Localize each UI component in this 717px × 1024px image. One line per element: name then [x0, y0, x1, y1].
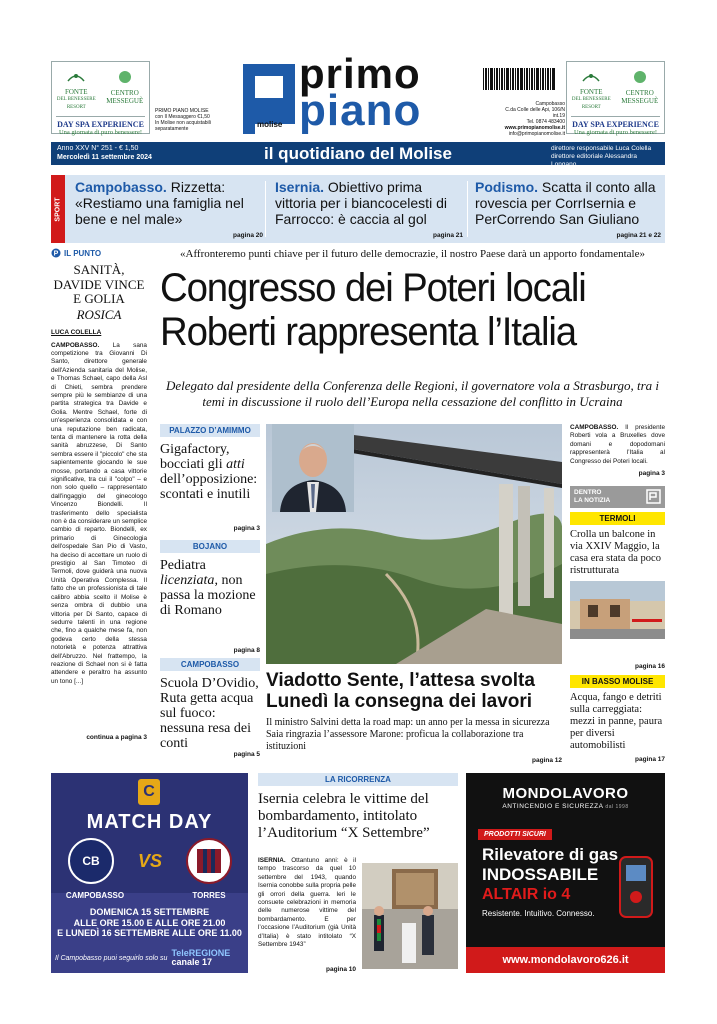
article-gigafactory[interactable] [160, 424, 260, 536]
sport-label-text: SPORT [54, 196, 62, 222]
ad-brand-sub: DEL BENESSERE RESORT [56, 97, 96, 110]
mondolavoro-url-bar: www.mondolavoro626.it [466, 947, 665, 973]
matchday-line: ALLE ORE 15.00 E ALLE ORE 21.00 [73, 917, 226, 928]
section-header: CAMPOBASSO [160, 658, 260, 671]
section-header: BOJANO [160, 540, 260, 553]
team2: TORRES [192, 891, 226, 900]
matchday-schedule [51, 907, 248, 939]
matchday-line: E LUNEDÌ 16 SETTEMBRE ALLE ORE 11.00 [57, 928, 242, 938]
badge-prodotti: PRODOTTI SICURI [478, 829, 552, 840]
punto-body [51, 342, 147, 730]
balcone-photo [570, 581, 665, 639]
sport-place: Podismo. [475, 179, 539, 195]
ml-line3: ALTAIR io 4 [482, 886, 571, 903]
tagline: il quotidiano del Molise [264, 144, 452, 163]
masthead-bar [51, 142, 665, 168]
svg-text:CB: CB [82, 854, 100, 868]
portrait-image [272, 424, 354, 512]
sport-page: pagina 21 e 22 [616, 232, 661, 239]
leaf-icon [66, 71, 86, 83]
logo-word-top: primo [299, 50, 421, 97]
ml-line4: Resistente. Intuitivo. Connesso. [482, 909, 595, 918]
ad-brand2: CENTRO MESSEGUÈ [106, 89, 144, 105]
punto-continue[interactable]: continua a pagina 3 [86, 733, 147, 741]
art-title: Scuola D’Ovidio, Ruta getta acqua sul fuoco: nessuna resa dei conti [160, 676, 259, 751]
punto-author: LUCA COLELLA [51, 328, 102, 336]
ad-fonte-left[interactable] [51, 61, 150, 134]
ad-logos [567, 70, 664, 112]
gas-detector-icon [616, 853, 656, 923]
masthead-logo[interactable] [241, 50, 477, 140]
dentro-item-termoli[interactable] [570, 512, 665, 672]
logo-region: molise [257, 120, 283, 129]
ricorrenza-page: pagina 10 [326, 966, 356, 973]
ad-fonte-right[interactable] [566, 61, 665, 134]
ad-line1: DAY SPA EXPERIENCE [572, 120, 659, 129]
dentro-item-basso-molise[interactable] [570, 675, 665, 763]
sport-item[interactable] [275, 179, 463, 241]
main-subheadline: Delegato dal presidente della Conferenza delle Regioni, il governatore vola a Strasburgo, tra i temi in discussione il ruolo dell’Europa nella cessazione del conflitto in Ucraina [165, 378, 660, 409]
ricorrenza-photo [362, 863, 458, 969]
ceremony-image [362, 863, 458, 969]
sale-line: In Molise non acquistabili [155, 120, 211, 126]
viadotto-photo[interactable] [266, 424, 562, 664]
art-title: , non passa la mozione di Romano [160, 573, 256, 618]
address-line: Tel. 0874 483400 [526, 119, 565, 125]
logo-word-bottom: piano [299, 86, 422, 135]
mondolavoro-since: dal 1998 [605, 804, 629, 810]
mondolavoro-ad[interactable] [466, 773, 665, 973]
sport-place: Isernia. [275, 179, 325, 195]
main-headline[interactable] [160, 266, 645, 354]
side-note[interactable] [570, 424, 665, 477]
address-line: www.primopianomolise.it [504, 125, 565, 131]
address-line: Campobasso [535, 101, 565, 107]
sport-label [51, 175, 65, 243]
address [495, 101, 565, 137]
punto-label-text: IL PUNTO [64, 248, 102, 258]
sale-note [155, 108, 235, 132]
left-articles [160, 424, 260, 762]
punto-lead: CAMPOBASSO. [51, 341, 100, 349]
sport-item[interactable] [475, 179, 661, 241]
side-body: Il presidente Roberti vola a Bruxelles dove domani e dopodomani rappresenterà l’Italia al Congresso dei Poteri locali. [570, 424, 665, 465]
art-page: pagina 8 [233, 647, 260, 654]
punto-title-em: ROSICA [76, 306, 122, 322]
fonte-logo [571, 70, 611, 112]
kicker: «Affronteremo punti chiave per il futuro delle democrazie, il nostro Paese darà un apporto fondamentale» [180, 248, 645, 260]
sport-strip [51, 175, 665, 243]
channel-name: TeleREGIONE [171, 948, 231, 958]
balcone-image [570, 581, 665, 639]
art-title: Pediatra [160, 558, 206, 573]
issue-date: Mercoledì 11 settembre 2024 [57, 154, 152, 161]
headline-line1: Congresso dei Poteri locali [160, 266, 586, 310]
sale-line: con Il Messaggero €1,50 [155, 114, 210, 120]
dentro-la-notizia [570, 486, 665, 764]
sponsor-badge: C [138, 779, 160, 805]
dentro-label: DENTRO [574, 489, 602, 496]
divider [467, 181, 468, 237]
barcode [481, 64, 559, 96]
sport-place: Campobasso. [75, 179, 167, 195]
sale-line: PRIMO PIANO MOLISE [155, 108, 209, 114]
sport-text: Rizzetta: «Restiamo una famiglia nel bene e nel male» [75, 179, 244, 227]
dentro-icon [646, 489, 661, 504]
section-header: TERMOLI [570, 512, 665, 525]
side-page: pagina 3 [638, 470, 665, 478]
address-line: C.da Colle delle Api, 106/N int.19 [505, 107, 565, 119]
section-header: LA RICORRENZA [258, 773, 458, 786]
globe-icon [118, 70, 132, 84]
sport-page: pagina 20 [233, 232, 263, 239]
dentro-text: Acqua, fango e detriti sulla carreggiata: mezzi in panne, paura per diversi automobilisti [570, 692, 663, 751]
punto-title: SANITÀ, DAVIDE VINCE E GOLIA [53, 262, 145, 306]
sport-item[interactable] [75, 179, 263, 241]
ricorrenza-lead: ISERNIA. [258, 857, 286, 864]
ml-line2: INDOSSABILE [482, 865, 599, 884]
viadotto-line1: Il ministro Salvini detta la road map: un anno per la messa in sicurezza [266, 717, 550, 728]
punto-text: La sana competizione tra Giovanni Di Santo, direttore generale dell'Azienda sanitaria del Molise, e Thomas Schael, capo della Asl di Chieti, sembra prendere sempre più le sembianze di una partita strategica tra Davide e Golia. Mentre Schael, forte di un'esperienza consolidata e con una reputazione ben radicata, tenta di mantenere la rotta della sanità abruzzese, Di Santo sembra essere il "piccolo" che sta sapientemente giocando le sue mosse, portando a casa vittorie significative, tra cui il "colpo" – e non solo quello – rappresentato dall'ingaggio del ginecologo Vincenzo Biondelli. Il trasferimento dello specialista non è da considerare un semplice cambio di reparto. Biondelli, ex primario di Ginecologia dell'ospedale San Pio di Vasto, ha deciso di accettare un ruolo di prestigio al San Timoteo di Termoli, dove guiderà una nuova Unità Operativa Complessa. Il fatto che un professionista di tale calibro abbia scelto il Molise è senza ombra di dubbio una vittoria per Di Santo, capace di sedurre talenti in una regione che, fino a qualche mese fa, non godeva certo della stessa notorietà e potenza attrattiva dell'Abruzzo. Nel frattempo, la reazione di Schael non si è fatta attendere e peraltro ha assunto un tono [...] [51, 341, 147, 685]
side-lead: CAMPOBASSO. [570, 424, 619, 431]
ricorrenza-article[interactable] [258, 773, 458, 973]
art-title-em: licenziata [160, 573, 215, 588]
dentro-text: Crolla un balcone in via XXIV Maggio, la casa era stata da poco ristrutturata [570, 529, 661, 576]
dentro-label: LA NOTIZIA [574, 496, 611, 504]
punto-dot-icon [51, 248, 61, 258]
svg-text:P: P [53, 250, 59, 258]
messegue-logo [620, 70, 660, 112]
sale-line: separatamente [155, 126, 189, 132]
barcode-icon [481, 64, 559, 96]
ad-brand: FONTE [579, 88, 603, 96]
ricorrenza-body [258, 857, 356, 965]
ad-logos [52, 70, 149, 112]
fonte-logo [56, 70, 96, 112]
art-page: pagina 3 [233, 525, 260, 532]
article-pediatra[interactable] [160, 540, 260, 658]
headline-line2: Roberti rappresenta l’Italia [160, 310, 576, 354]
sport-text: Obiettivo prima vittoria per i biancocelesti di Farrocco: è caccia al gol [275, 179, 447, 227]
channel-number: canale 17 [171, 957, 212, 967]
il-punto-column [51, 248, 147, 766]
ad-line1: DAY SPA EXPERIENCE [57, 120, 144, 129]
edition: Anno XXV N° 251 - € 1,50 [57, 145, 139, 152]
editorial-director: direttore editoriale Alessandra Longano [551, 153, 637, 168]
messegue-logo [105, 70, 145, 112]
ml-line1: Rilevatore di gas [482, 845, 619, 864]
il-punto-label [51, 248, 147, 258]
section-header: PALAZZO D’AMIMMO [160, 424, 260, 437]
matchday-line: DOMENICA 15 SETTEMBRE [89, 907, 210, 917]
viadotto-page: pagina 12 [532, 757, 562, 764]
ad-brand2: CENTRO MESSEGUÈ [621, 89, 659, 105]
matchday-vs: VS [137, 851, 162, 871]
ad-brand: FONTE [64, 88, 88, 96]
matchday-ad[interactable] [51, 773, 248, 973]
art-page: pagina 5 [233, 751, 260, 758]
sport-page: pagina 21 [433, 232, 463, 239]
mondolavoro-tag: ANTINCENDIO E SICUREZZA [502, 803, 604, 810]
art-title: Gigafactory, bocciati gli [160, 442, 230, 472]
dentro-page: pagina 16 [635, 663, 665, 670]
leaf-icon [581, 71, 601, 83]
mondolavoro-brand: MONDOLAVORO [502, 785, 629, 802]
ad-line2: Una giornata di puro benessere! [58, 129, 143, 136]
viadotto-headline: Viadotto Sente, l’attesa svolta Lunedì la consegna dei lavori [266, 670, 535, 712]
ricorrenza-text: Ottantuno anni: è il tempo trascorso da quel 10 settembre del 1943, quando Isernia conobbe sulla propria pelle gli orrori della guerra. Ieri le consuete celebrazioni in memoria delle numerose vittime del bombardamento. E per l’occasione l’Auditorium (già Unità d’Italia) è stato intitolato “X Settembre 1943” [258, 857, 356, 949]
viadotto-article[interactable] [266, 670, 562, 764]
roberti-portrait [272, 424, 354, 512]
divider [265, 181, 266, 237]
art-title: dell’opposizione: scontati e inutili [160, 472, 258, 502]
art-title-em: atti [226, 457, 245, 472]
matchday-footer [55, 949, 245, 967]
globe-icon [633, 70, 647, 84]
edition-info [57, 144, 152, 162]
dentro-header [570, 486, 665, 508]
sport-text: Scatta il conto alla rovescia per CorrIsernia e PerCorrendo San Giuliano [475, 179, 656, 227]
section-header: IN BASSO MOLISE [570, 675, 665, 688]
ad-brand-sub: DEL BENESSERE RESORT [571, 97, 611, 110]
matchday-line4: Il Campobasso puoi seguirlo solo su [55, 954, 168, 962]
ad-line2: Una giornata di puro benessere! [573, 129, 658, 136]
directors [551, 145, 659, 169]
director: direttore responsabile Luca Colella [551, 145, 652, 152]
ricorrenza-headline: Isernia celebra le vittime del bombardamento, intitolato l’Auditorium “X Settembre” [258, 791, 430, 841]
matchday-title: MATCH DAY [86, 811, 213, 833]
viadotto-line2: Saia ringrazia l’assessore Marone: proficua la collaborazione tra istituzioni [266, 729, 524, 752]
dentro-page: pagina 17 [635, 756, 665, 763]
article-scuola[interactable] [160, 658, 260, 762]
address-line: info@primopianomolise.it [508, 131, 565, 137]
team1: CAMPOBASSO [65, 891, 125, 900]
